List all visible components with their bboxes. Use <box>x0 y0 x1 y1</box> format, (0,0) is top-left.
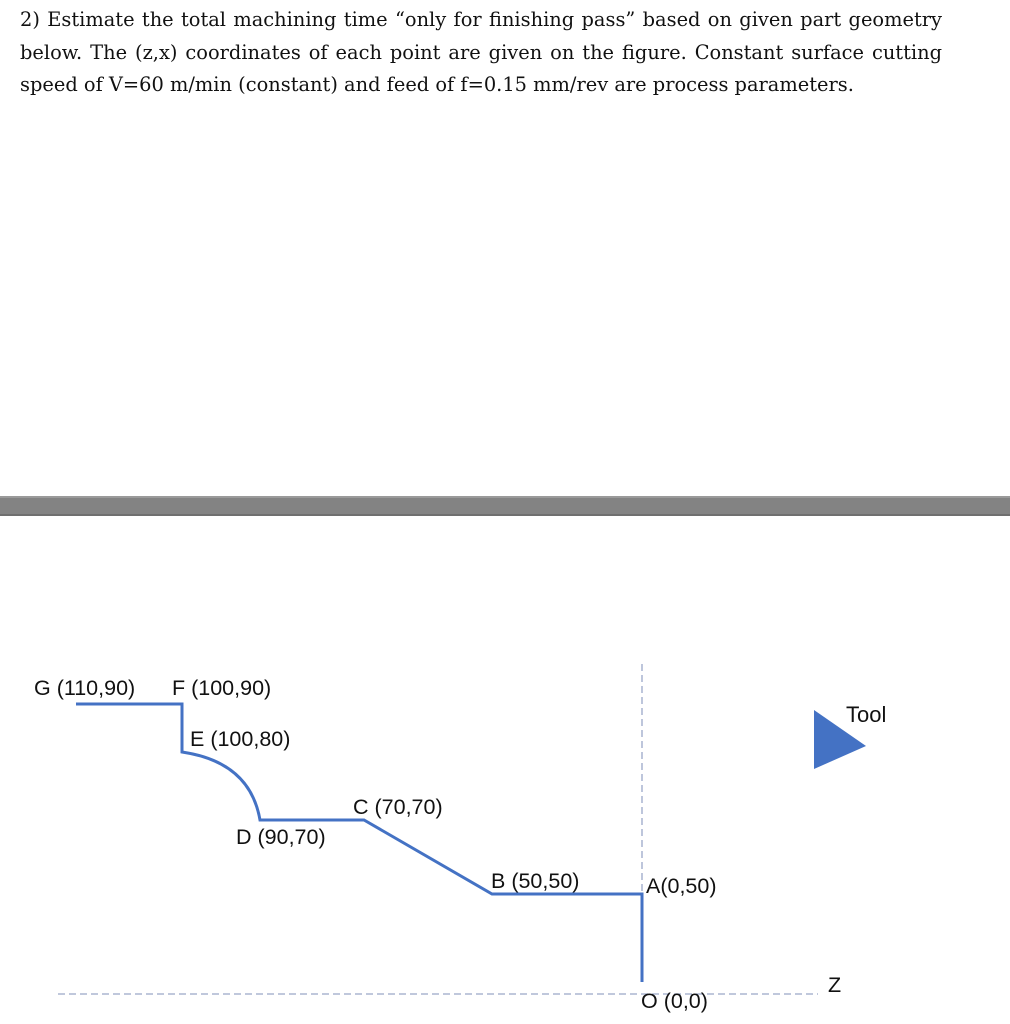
point-label-e: E (100,80) <box>190 727 291 751</box>
problem-statement: 2) Estimate the total machining time “only for finishing pass” based on given part geometry below. The (z,x) coordinates of each point are given on the figure. Constant surface cutting speed of V=60 m/min (constant) and feed of f=0.15 mm/rev are process parameters. <box>20 8 942 96</box>
point-label-g: G (110,90) <box>34 676 136 700</box>
point-label-a: A(0,50) <box>646 874 717 898</box>
point-label-c: C (70,70) <box>353 795 443 819</box>
part-profile-path <box>76 704 642 982</box>
point-label-o: O (0,0) <box>641 989 708 1013</box>
point-label-b: B (50,50) <box>491 869 580 893</box>
point-label-f: F (100,90) <box>172 676 272 700</box>
point-label-d: D (90,70) <box>236 825 326 849</box>
tool-label: Tool <box>846 702 887 727</box>
z-axis-label: Z <box>828 973 842 997</box>
